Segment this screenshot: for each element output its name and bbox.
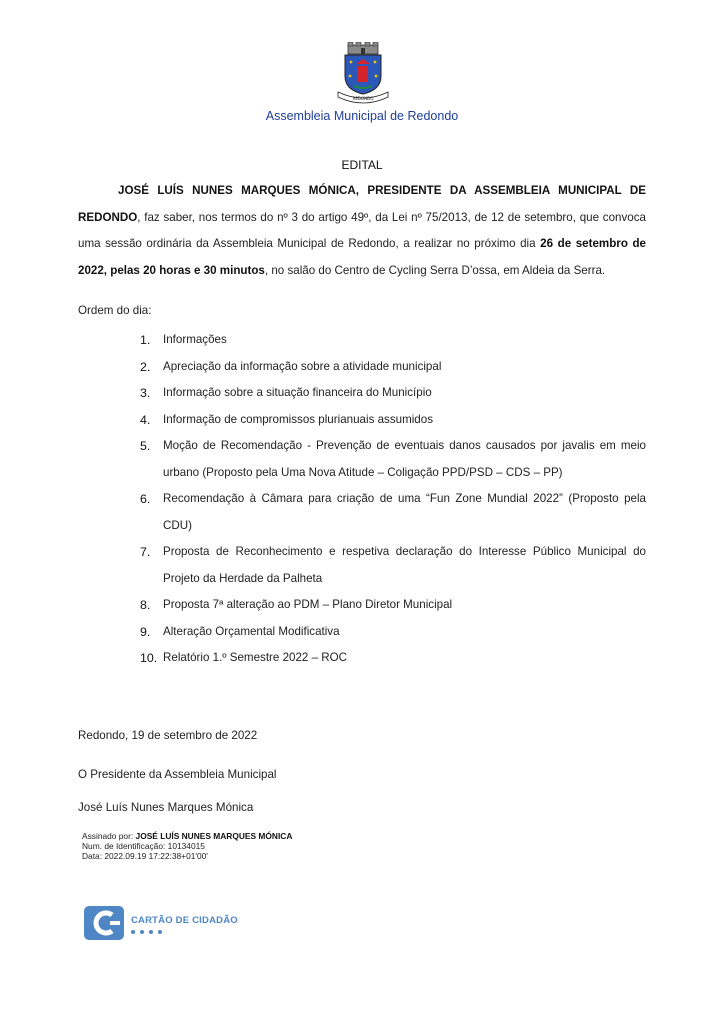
document-title: EDITAL xyxy=(341,158,383,172)
agenda-item-text: Alteração Orçamental Modificativa xyxy=(163,624,340,638)
agenda-item-number: 6. xyxy=(140,492,151,506)
agenda-item-number: 9. xyxy=(140,624,151,639)
signature-date-line: Data: 2022.09.19 17:22:38+01'00' xyxy=(82,851,208,861)
agenda-item xyxy=(140,486,646,539)
crest-motto: REDONDO xyxy=(352,96,374,101)
agenda-item-text: Informação de compromissos plurianuais assumidos xyxy=(163,412,433,426)
signature-id-line: Num. de Identificação: 10134015 xyxy=(82,841,205,851)
agenda-list xyxy=(140,327,646,672)
signed-by-name: JOSÉ LUÍS NUNES MARQUES MÓNICA xyxy=(135,831,293,841)
agenda-item xyxy=(140,380,646,407)
agenda-item xyxy=(140,645,646,672)
agenda-item-text: Recomendação à Câmara para criação de uma “Fun Zone Mundial 2022” (Proposto pela CDU) xyxy=(163,492,646,532)
intro-text-2: , no salão do Centro de Cycling Serra D’ossa, em Aldeia da Serra. xyxy=(264,263,606,277)
agenda-item-text: Moção de Recomendação - Prevenção de eventuais danos causados por javalis em meio urbano (Proposto pela Uma Nova Atitude – Coligação PPD/PSD – CDS – PP) xyxy=(163,439,646,479)
agenda-item-number: 8. xyxy=(140,598,151,612)
digital-signature-block xyxy=(82,831,312,861)
intro-paragraph xyxy=(78,178,646,284)
agenda-item-text: Proposta de Reconhecimento e respetiva declaração do Interesse Público Municipal do Projeto da Herdade da Palheta xyxy=(163,545,646,585)
agenda-item-text: Apreciação da informação sobre a atividade municipal xyxy=(163,359,442,373)
agenda-item-number: 10. xyxy=(140,651,158,665)
place-and-date: Redondo, 19 de setembro de 2022 xyxy=(78,729,258,742)
organization-name: Assembleia Municipal de Redondo xyxy=(265,109,459,123)
agenda-item xyxy=(140,539,646,592)
agenda-item-number: 2. xyxy=(140,359,151,374)
signatory-role: O Presidente da Assembleia Municipal xyxy=(78,768,277,781)
signatory-name: José Luís Nunes Marques Mónica xyxy=(78,801,254,814)
agenda-item-text: Informação sobre a situação financeira do Município xyxy=(163,386,432,399)
agenda-item-text: Relatório 1.º Semestre 2022 – ROC xyxy=(163,651,348,664)
agenda-item xyxy=(140,433,646,486)
agenda-item xyxy=(140,619,646,646)
intro-text-1: , faz saber, nos termos do nº 3 do artigo 49º, da Lei nº 75/2013, de 12 de setembro, que convoca uma sessão ordinária da Assembleia Municipal de Redondo, a realizar no próximo dia xyxy=(78,210,646,250)
agenda-item-number: 4. xyxy=(140,412,151,427)
cartao-de-cidadao-logo-icon xyxy=(84,906,124,940)
agenda-heading: Ordem do dia: xyxy=(78,304,152,317)
cartao-de-cidadao-text: CARTÃO DE CIDADÃO xyxy=(131,915,238,926)
agenda-item xyxy=(140,327,646,354)
presenter-name: JOSÉ LUÍS NUNES MARQUES MÓNICA, PRESIDENTE DA ASSEMBLEIA MUNICIPAL DE REDONDO xyxy=(78,184,646,224)
signed-by-label: Assinado por: xyxy=(82,831,134,841)
session-date-time: 26 de setembro de 2022, pelas 20 horas e 30 minutos xyxy=(78,237,646,277)
agenda-item-number: 3. xyxy=(140,386,151,400)
agenda-item-number: 7. xyxy=(140,545,151,559)
agenda-item-text: Informações xyxy=(163,333,227,346)
cartao-de-cidadao-dots xyxy=(131,930,162,934)
municipal-coat-of-arms-icon xyxy=(328,42,398,104)
agenda-item xyxy=(140,354,646,381)
agenda-item xyxy=(140,407,646,434)
agenda-item-text: Proposta 7ª alteração ao PDM – Plano Diretor Municipal xyxy=(163,598,453,611)
agenda-item xyxy=(140,592,646,619)
agenda-item-number: 1. xyxy=(140,333,151,347)
agenda-item-number: 5. xyxy=(140,439,151,453)
